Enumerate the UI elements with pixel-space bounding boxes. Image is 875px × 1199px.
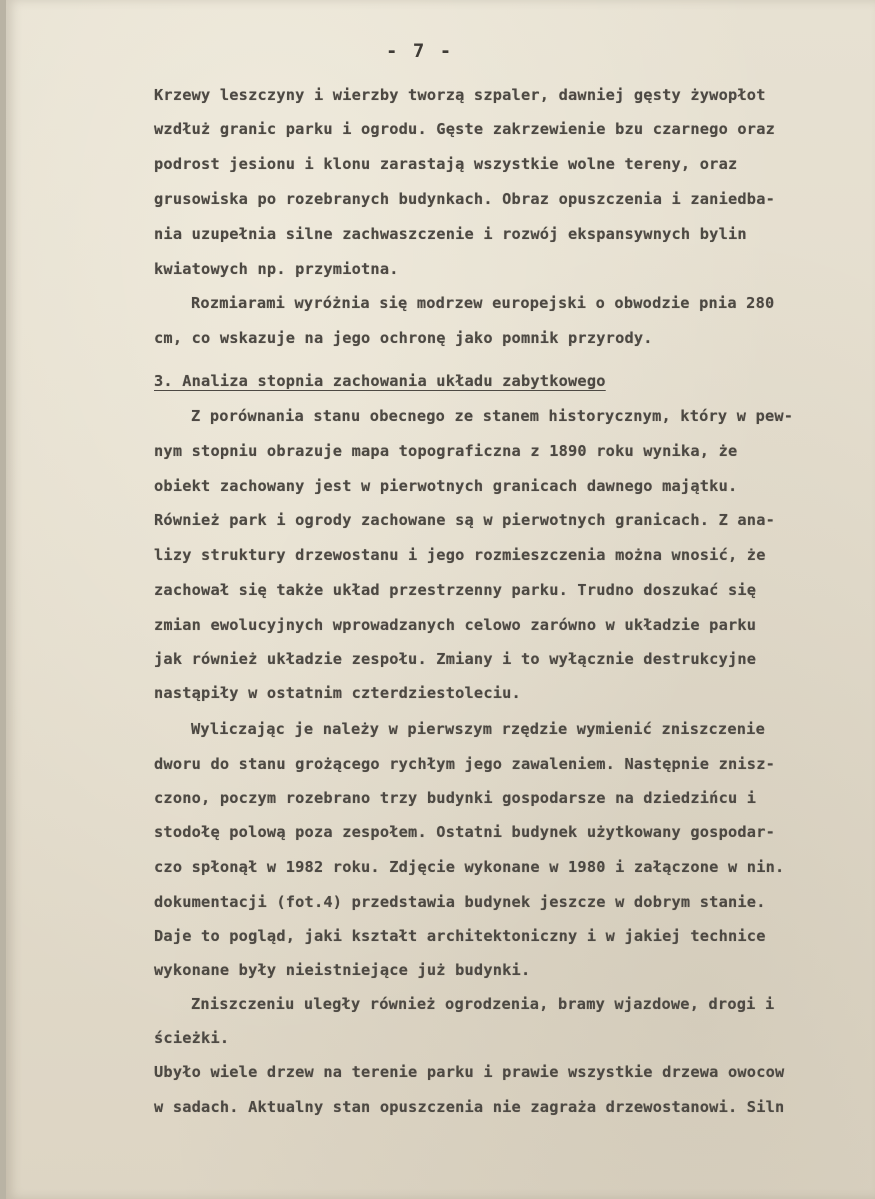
text-line-8: cm, co wskazuje na jego ochronę jako pomnik przyrody. [154, 329, 653, 347]
text-line-4: grusowiska po rozebranych budynkach. Obraz opuszczenia i zaniedba- [154, 190, 776, 208]
text-line-18: nastąpiły w ostatnim czterdziestoleciu. [154, 684, 521, 702]
text-line-20: dworu do stanu grożącego rychłym jego zawaleniem. Następnie znisz- [154, 755, 776, 773]
text-line-23: czo spłonął w 1982 roku. Zdjęcie wykonane w 1980 i załączone w nin. [154, 858, 785, 876]
text-line-10: Z porównania stanu obecnego ze stanem historycznym, który w pew- [191, 407, 794, 425]
text-line-16: zmian ewolucyjnych wprowadzanych celowo zarówno w układzie parku [154, 616, 757, 634]
section-heading: 3. Analiza stopnia zachowania układu zabytkowego [154, 372, 606, 390]
text-line-25: Daje to pogląd, jaki kształt architektoniczny i w jakiej technice [154, 927, 766, 945]
typewritten-page [6, 0, 875, 1199]
text-line-7: Rozmiarami wyróżnia się modrzew europejski o obwodzie pnia 280 [191, 294, 775, 312]
text-line-29: Ubyło wiele drzew na terenie parku i prawie wszystkie drzewa owocow [154, 1063, 785, 1081]
text-line-5: nia uzupełnia silne zachwaszczenie i rozwój ekspansywnych bylin [154, 225, 747, 243]
text-line-27: Zniszczeniu uległy również ogrodzenia, bramy wjazdowe, drogi i [191, 995, 775, 1013]
text-line-28: ścieżki. [154, 1029, 230, 1047]
text-line-15: zachował się także układ przestrzenny parku. Trudno doszukać się [154, 581, 757, 599]
text-line-22: stodołę polową poza zespołem. Ostatni budynek użytkowany gospodar- [154, 823, 776, 841]
page-number: - 7 - [386, 40, 454, 62]
text-line-13: Również park i ogrody zachowane są w pierwotnych granicach. Z ana- [154, 511, 776, 529]
text-line-2: wzdłuż granic parku i ogrodu. Gęste zakrzewienie bzu czarnego oraz [154, 120, 776, 138]
text-line-30: w sadach. Aktualny stan opuszczenia nie zagraża drzewostanowi. Siln [154, 1098, 785, 1116]
text-line-3: podrost jesionu i klonu zarastają wszystkie wolne tereny, oraz [154, 155, 738, 173]
text-line-19: Wyliczając je należy w pierwszym rzędzie wymienić zniszczenie [191, 720, 765, 738]
text-line-24: dokumentacji (fot.4) przedstawia budynek jeszcze w dobrym stanie. [154, 893, 766, 911]
text-line-21: czono, poczym rozebrano trzy budynki gospodarsze na dziedzińcu i [154, 789, 757, 807]
text-line-12: obiekt zachowany jest w pierwotnych granicach dawnego majątku. [154, 477, 738, 495]
text-line-17: jak również układzie zespołu. Zmiany i to wyłącznie destrukcyjne [154, 650, 757, 668]
text-line-6: kwiatowych np. przymiotna. [154, 260, 399, 278]
text-line-11: nym stopniu obrazuje mapa topograficzna z 1890 roku wynika, że [154, 442, 738, 460]
text-line-26: wykonane były nieistniejące już budynki. [154, 961, 531, 979]
text-line-1: Krzewy leszczyny i wierzby tworzą szpaler, dawniej gęsty żywopłot [154, 86, 766, 104]
text-line-14: lizy struktury drzewostanu i jego rozmieszczenia można wnosić, że [154, 546, 766, 564]
